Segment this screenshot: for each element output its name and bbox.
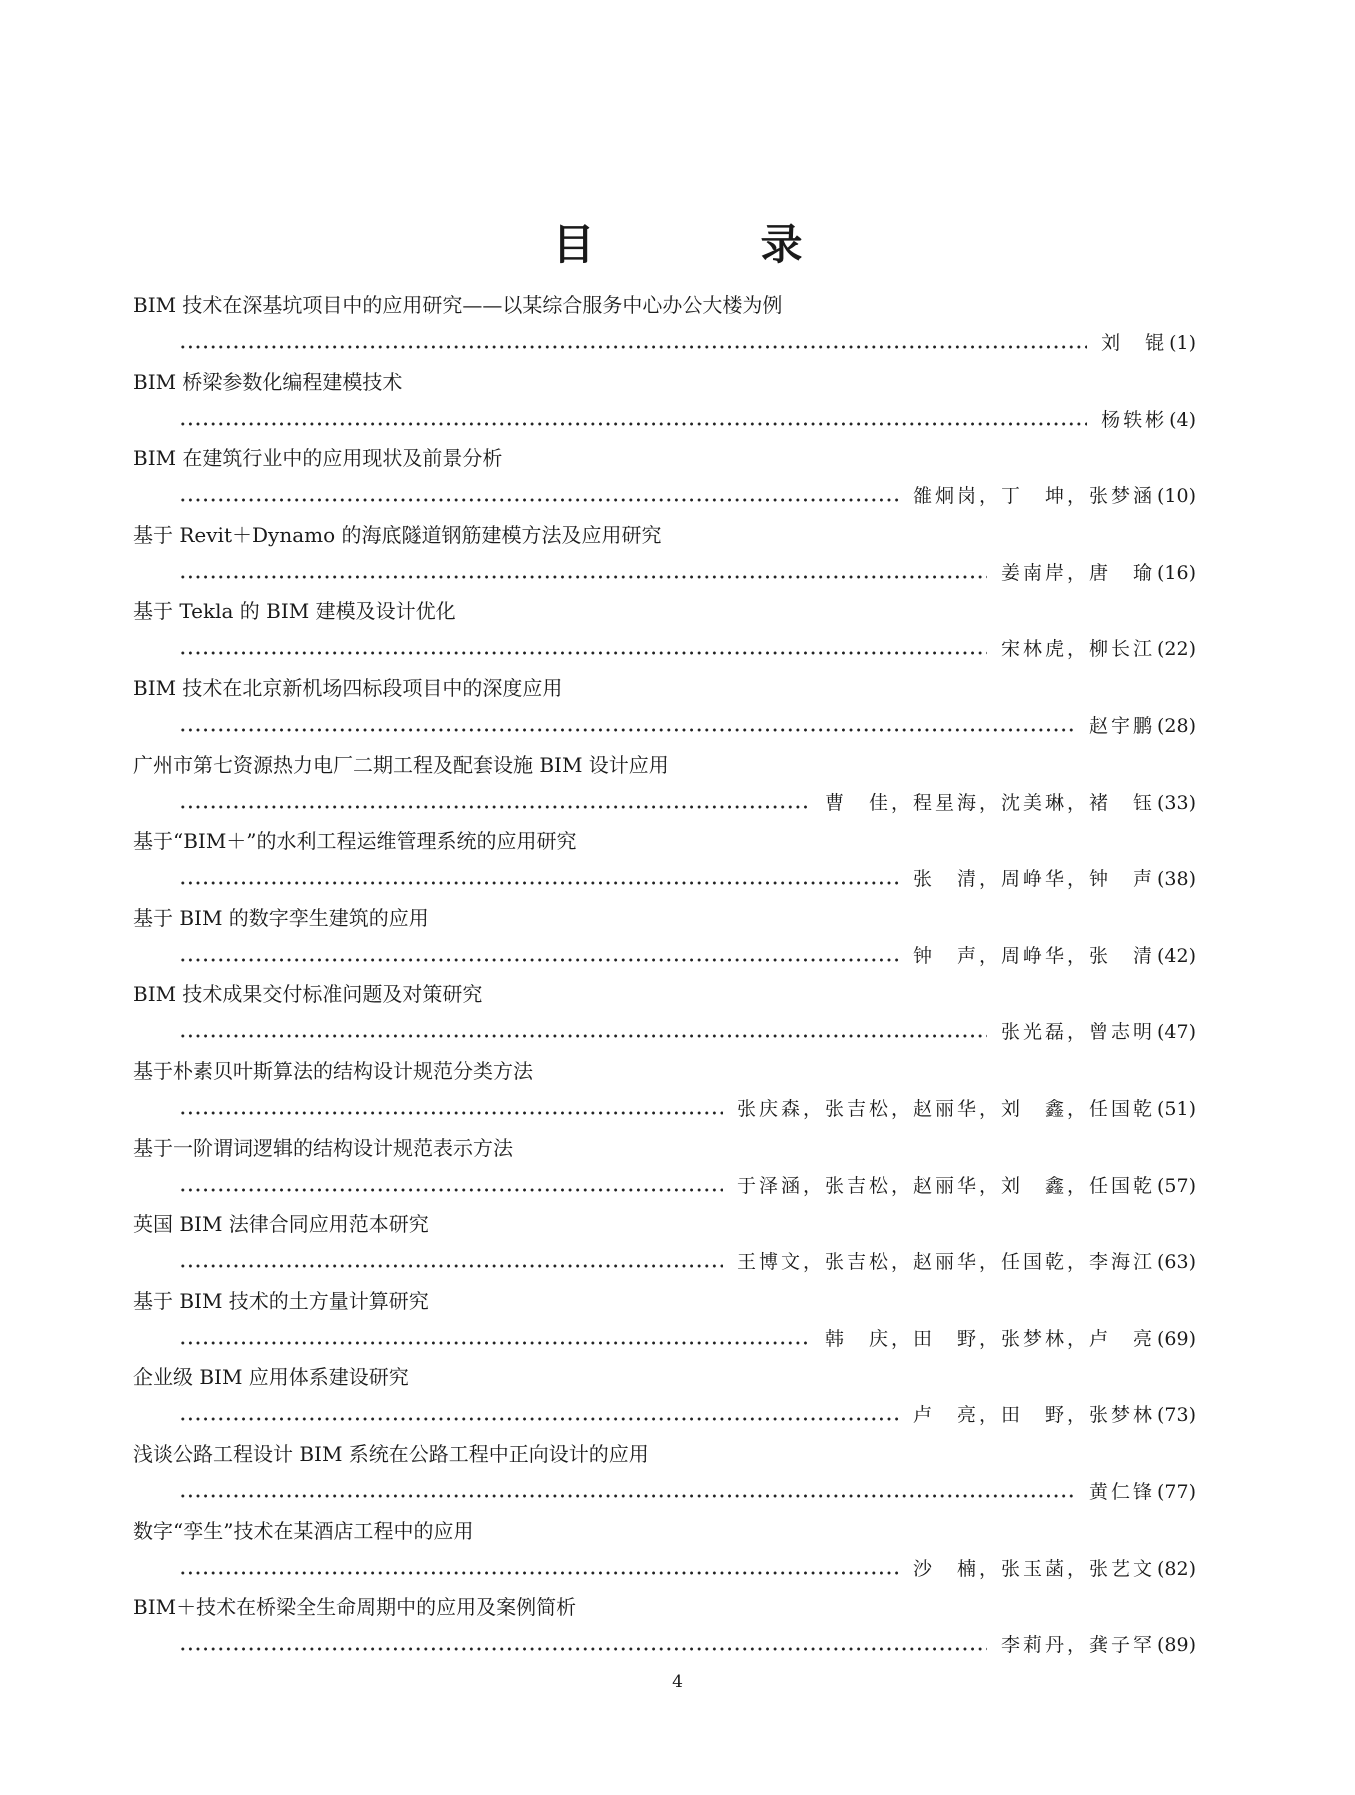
entry-byline	[133, 405, 1196, 435]
entry-title[interactable]: 基于一阶谓词逻辑的结构设计规范表示方法	[133, 1135, 513, 1160]
dot-leader	[179, 1417, 899, 1421]
entry-title[interactable]: 广州市第七资源热力电厂二期工程及配套设施 BIM 设计应用	[133, 752, 669, 777]
entry-page: (10)	[1156, 485, 1196, 508]
entry-title[interactable]: BIM 在建筑行业中的应用现状及前景分析	[133, 446, 503, 471]
toc-entry[interactable]	[133, 1133, 1196, 1201]
entry-title[interactable]: BIM 技术在北京新机场四标段项目中的深度应用	[133, 676, 563, 700]
entry-authors: 钟 声，周峥华，张 清	[912, 944, 1155, 967]
entry-title[interactable]: 基于朴素贝叶斯算法的结构设计规范分类方法	[133, 1059, 533, 1083]
entry-title[interactable]: 英国 BIM 法律合同应用范本研究	[133, 1212, 429, 1237]
toc-heading: 目 录	[552, 220, 865, 269]
entry-title[interactable]: BIM 桥梁参数化编程建模技术	[133, 369, 403, 394]
toc-entry[interactable]	[133, 290, 1196, 358]
dot-leader	[179, 1494, 1075, 1498]
entry-byline	[133, 711, 1196, 741]
entry-byline	[133, 481, 1196, 511]
entry-title[interactable]: 基于 BIM 技术的土方量计算研究	[133, 1288, 429, 1313]
entry-page: (57)	[1156, 1174, 1196, 1197]
dot-leader	[179, 345, 1087, 349]
entry-authors: 韩 庆，田 野，张梦林，卢 亮	[824, 1327, 1155, 1350]
entry-byline	[133, 788, 1196, 818]
toc-entry[interactable]	[133, 1209, 1196, 1277]
toc-entry[interactable]	[133, 1362, 1196, 1430]
entry-title[interactable]: 浅谈公路工程设计 BIM 系统在公路工程中正向设计的应用	[133, 1442, 649, 1466]
entry-byline	[133, 864, 1196, 894]
entry-page: (63)	[1156, 1251, 1196, 1274]
entry-authors: 赵宇鹏	[1088, 715, 1155, 737]
entry-authors: 张光磊，曾志明	[1000, 1021, 1155, 1044]
toc-entry[interactable]	[133, 1592, 1196, 1660]
toc-entry[interactable]	[133, 673, 1196, 741]
entry-title[interactable]: BIM 技术成果交付标准问题及对策研究	[133, 982, 483, 1007]
toc-entry[interactable]	[133, 596, 1196, 664]
dot-leader	[179, 1647, 987, 1651]
entry-byline	[133, 1171, 1196, 1201]
entry-byline	[133, 634, 1196, 664]
entry-page: (77)	[1156, 1481, 1196, 1503]
toc-entry[interactable]	[133, 903, 1196, 971]
entry-authors: 雒炯岗，丁 坤，张梦涵	[912, 485, 1155, 508]
entry-authors: 张庆森，张吉松，赵丽华，刘 鑫，任国乾	[736, 1098, 1155, 1120]
entry-byline	[133, 1477, 1196, 1507]
entry-page: (1)	[1169, 332, 1196, 354]
entry-page: (73)	[1156, 1404, 1196, 1427]
entry-byline	[133, 1094, 1196, 1124]
entry-title[interactable]: 企业级 BIM 应用体系建设研究	[133, 1365, 409, 1390]
entry-title[interactable]: 基于 Revit＋Dynamo 的海底隧道钢筋建模方法及应用研究	[133, 522, 662, 547]
entry-authors: 张 清，周峥华，钟 声	[912, 868, 1155, 891]
entry-authors: 王博文，张吉松，赵丽华，任国乾，李海江	[736, 1251, 1155, 1274]
entry-byline	[133, 1630, 1196, 1660]
toc-entry[interactable]	[133, 443, 1196, 511]
entry-byline	[133, 1247, 1196, 1277]
dot-leader	[179, 1111, 723, 1115]
entry-page: (51)	[1156, 1098, 1196, 1120]
entry-page: (22)	[1156, 638, 1196, 661]
toc-entry[interactable]	[133, 1286, 1196, 1354]
dot-leader	[179, 422, 1087, 426]
entry-authors: 于泽涵，张吉松，赵丽华，刘 鑫，任国乾	[736, 1174, 1155, 1197]
entry-byline	[133, 1324, 1196, 1354]
entry-authors: 卢 亮，田 野，张梦林	[912, 1404, 1155, 1427]
dot-leader	[179, 1341, 811, 1345]
entry-byline	[133, 558, 1196, 588]
entry-authors: 刘 锟	[1101, 332, 1168, 354]
page-number: 4	[672, 1672, 683, 1692]
entry-page: (33)	[1156, 791, 1196, 814]
entry-page: (47)	[1156, 1021, 1196, 1044]
entry-authors: 李莉丹，龚子罕	[1000, 1634, 1155, 1657]
entry-page: (42)	[1156, 944, 1196, 967]
entry-title[interactable]: BIM＋技术在桥梁全生命周期中的应用及案例简析	[133, 1595, 577, 1620]
entry-authors: 沙 楠，张玉菡，张艺文	[912, 1557, 1155, 1580]
dot-leader	[179, 1188, 723, 1192]
entry-title[interactable]: 基于 BIM 的数字孪生建筑的应用	[133, 905, 429, 930]
toc-entry[interactable]	[133, 1516, 1196, 1584]
toc-entry[interactable]	[133, 367, 1196, 435]
entry-title[interactable]: BIM 技术在深基坑项目中的应用研究——以某综合服务中心办公大楼为例	[133, 293, 783, 317]
entry-page: (4)	[1169, 408, 1196, 431]
dot-leader	[179, 1264, 723, 1268]
toc-entry[interactable]	[133, 1056, 1196, 1124]
dot-leader	[179, 805, 811, 809]
dot-leader	[179, 881, 899, 885]
entry-title[interactable]: 数字“孪生”技术在某酒店工程中的应用	[133, 1518, 474, 1543]
toc-entry[interactable]	[133, 826, 1196, 894]
entry-byline	[133, 1554, 1196, 1584]
entry-title[interactable]: 基于“BIM＋”的水利工程运维管理系统的应用研究	[133, 829, 577, 854]
dot-leader	[179, 498, 899, 502]
entry-page: (82)	[1156, 1557, 1196, 1580]
entry-byline	[133, 1400, 1196, 1430]
entry-authors: 杨轶彬	[1101, 408, 1168, 431]
entry-authors: 宋林虎，柳长江	[1000, 638, 1155, 661]
entry-page: (28)	[1156, 715, 1196, 737]
entry-page: (89)	[1156, 1634, 1196, 1657]
dot-leader	[179, 575, 987, 579]
entry-byline	[133, 328, 1196, 358]
dot-leader	[179, 651, 987, 655]
entry-authors: 曹 佳，程星海，沈美琳，褚 钰	[824, 791, 1155, 814]
entry-authors: 黄仁锋	[1088, 1481, 1155, 1503]
dot-leader	[179, 958, 899, 962]
entry-page: (38)	[1156, 868, 1196, 891]
dot-leader	[179, 1034, 987, 1038]
dot-leader	[179, 728, 1075, 732]
entry-page: (16)	[1156, 561, 1196, 584]
entry-authors: 姜南岸，唐 瑜	[1000, 561, 1155, 584]
entry-page: (69)	[1156, 1327, 1196, 1350]
toc-entry[interactable]	[133, 520, 1196, 588]
entry-title[interactable]: 基于 Tekla 的 BIM 建模及设计优化	[133, 599, 456, 624]
toc-entry[interactable]	[133, 750, 1196, 818]
entry-byline	[133, 941, 1196, 971]
entry-byline	[133, 1017, 1196, 1047]
toc-entry[interactable]	[133, 1439, 1196, 1507]
toc-entry[interactable]	[133, 979, 1196, 1047]
dot-leader	[179, 1571, 899, 1575]
